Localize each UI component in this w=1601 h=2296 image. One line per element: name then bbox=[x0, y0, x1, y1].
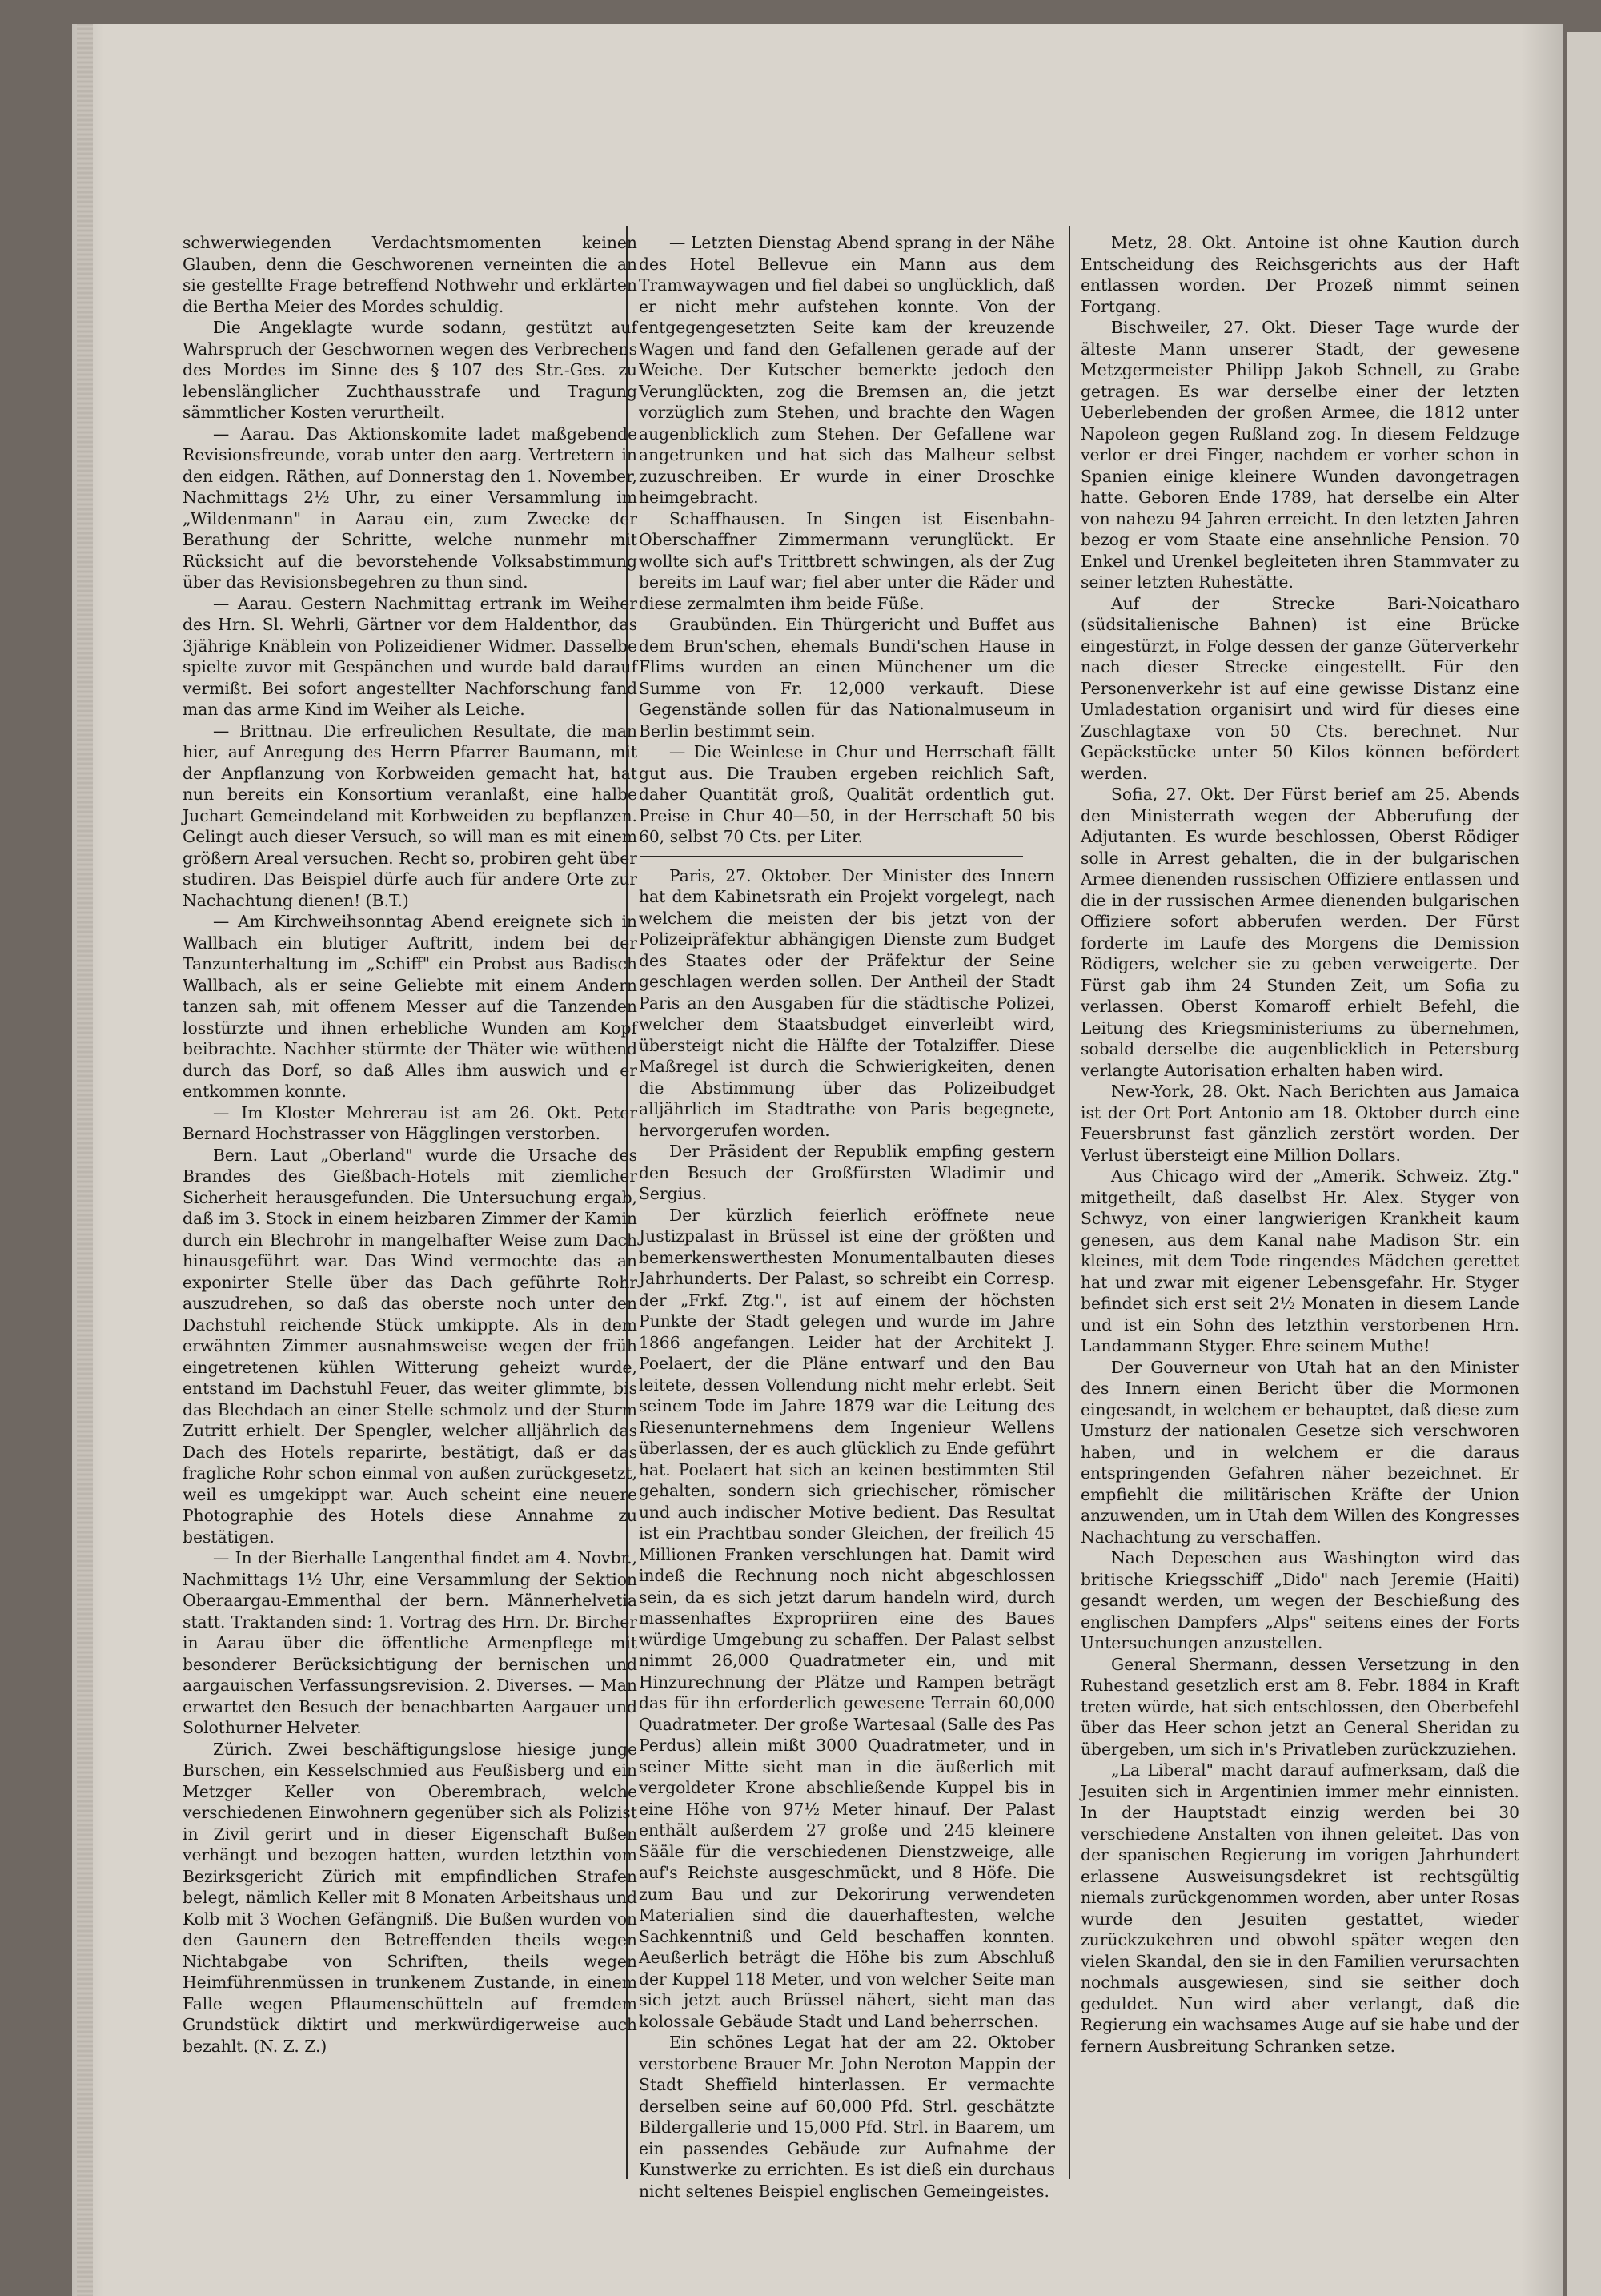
article-paragraph: — Am Kirchweihsonntag Abend ereignete sich in Wallbach ein blutiger Auftritt, indem bei der Tanzunterhaltung im „Schiff" ein Probst aus Badisch Wallbach, als er seine Geliebte mit einem Andern tanzen sah, mit offenem Messer auf die Tanzenden losstürzte und ihnen erhebliche Wunden am Kopf beibrachte. Nachher stürmte der Thäter wie wüthend durch das Dorf, so daß Alles ihm auswich und er entkommen konnte. bbox=[183, 912, 637, 1101]
article-paragraph: Die Angeklagte wurde sodann, gestützt auf Wahrspruch der Geschwornen wegen des Verbrechens des Mordes im Sinne des § 107 des Str.-Ges. zu lebenslänglicher Zuchthausstrafe und Tragung sämmtlicher Kosten verurtheilt. bbox=[183, 318, 637, 422]
article-paragraph: „La Liberal" macht darauf aufmerksam, daß die Jesuiten sich in Argentinien immer mehr einnisten. In der Hauptstadt einzig werden bei 30 verschiedene Anstalten von ihnen geleitet. Das von der spanischen Regierung im vorigen Jahrhundert erlassene Ausweisungsdekret ist rechtsgültig niemals zurückgenommen worden, aber unter Rosas wurde den Jesuiten gestattet, wieder zurückzukehren und obwohl später wegen den vielen Skandal, den sie in den Familien verursachten nochmals ausgewiesen, sind sie seither doch geduldet. Nun wird aber verlangt, daß die Regierung ein wachsames Auge auf sie habe und der fernern Ausbreitung Schranken setze. bbox=[1081, 1760, 1519, 2056]
article-paragraph: schwerwiegenden Verdachtsmomenten keinen Glauben, denn die Geschworenen verneinten die an sie gestellte Frage betreffend Nothwehr und erklärten die Bertha Meier des Mordes schuldig. bbox=[183, 233, 637, 316]
article-paragraph: Zürich. Zwei beschäftigungslose hiesige junge Burschen, ein Kesselschmied aus Feußisberg und ein Metzger Keller von Oberembrach, welche verschiedenen Einwohnern gegenüber sich als Polizist in Zivil gerirt und in dieser Eigenschaft Bußen verhängt und bezogen hatten, wurden letzthin vom Bezirksgericht Zürich mit empfindlichen Strafen belegt, nämlich Keller mit 8 Monaten Arbeitshaus und Kolb mit 3 Wochen Gefängniß. Die Bußen wurden von den Gaunern den Betreffenden theils wegen Nichtabgabe von Schriften, theils wegen Heimführenmüssen in trunkenem Zustande, in einem Falle wegen Pflaumenschütteln auf fremdem Grundstück diktirt und merkwürdigerweise auch bezahlt. (N. Z. Z.) bbox=[183, 1739, 637, 2056]
article-paragraph: Bern. Laut „Oberland" wurde die Ursache des Brandes des Gießbach-Hotels mit ziemlicher Sicherheit herausgefunden. Die Untersuchung ergab, daß im 3. Stock in einem heizbaren Zimmer der Kamin durch ein Blechrohr in mangelhafter Weise zum Dach hinausgeführt war. Das Wind vermochte das an exponirter Stelle über das Dach geführte Rohr auszudrehen, so daß das oberste noch unter den Dachstuhl reichende Stück umkippte. Als in dem erwähnten Zimmer ausnahmsweise wegen der früh eingetretenen kühlen Witterung geheizt wurde, entstand im Dachstuhl Feuer, das weiter glimmte, bis das Blechdach an einer Stelle schmolz und der Sturm Zutritt erhielt. Der Spengler, welcher alljährlich das Dach des Hotels reparirte, bestätigt, daß er das fragliche Rohr schon einmal von außen zurückgesetzt, weil es umgekippt war. Auch scheint eine neuere Photographie des Hotels diese Annahme zu bestätigen. bbox=[183, 1145, 637, 1547]
article-paragraph: Der Gouverneur von Utah hat an den Minister des Innern einen Bericht über die Mormonen eingesandt, in welchem er behauptet, daß diese zum Umsturz der nationalen Gesetze sich verschworen haben, und in welchem er die daraus entspringenden Gefahren näher bezeichnet. Er empfiehlt die militärischen Kräfte der Union anzuwenden, um in Utah dem Willen des Kongresses Nachachtung zu verschaffen. bbox=[1081, 1357, 1519, 1547]
article-paragraph: Der Präsident der Republik empfing gestern den Besuch der Großfürsten Wladimir und Sergius. bbox=[639, 1142, 1055, 1203]
column-1 bbox=[183, 232, 637, 2057]
column-rule bbox=[1069, 226, 1070, 2179]
section-separator bbox=[640, 856, 1023, 857]
article-paragraph: Ein schönes Legat hat der am 22. Oktober verstorbene Brauer Mr. John Neroton Mappin der Stadt Sheffield hinterlassen. Er vermachte derselben seine auf 60,000 Pfd. Strl. geschätzte Bildergallerie und 15,000 Pfd. Strl. in Baarem, um ein passendes Gebäude zur Aufnahme der Kunstwerke zu errichten. Es ist dieß ein durchaus nicht seltenes Beispiel englischen Gemeingeistes. bbox=[639, 2033, 1055, 2201]
article-paragraph: Paris, 27. Oktober. Der Minister des Innern hat dem Kabinetsrath ein Projekt vorgelegt, nach welchem die meisten der bis jetzt von der Polizeipräfektur abhängigen Dienste zum Budget des Staates oder der Präfektur der Seine geschlagen werden sollen. Der Antheil der Stadt Paris an den Ausgaben für die städtische Polizei, welcher dem Staatsbudget einverleibt wird, übersteigt nicht die Hälfte der Totalziffer. Diese Maßregel ist durch die Schwierigkeiten, denen die Abstimmung über das Polizeibudget alljährlich im Stadtrathe von Paris begegnete, hervorgerufen worden. bbox=[639, 865, 1055, 1140]
article-paragraph: Schaffhausen. In Singen ist Eisenbahn-Oberschaffner Zimmermann verunglückt. Er wollte sich auf's Trittbrett schwingen, als der Zug bereits im Lauf war; fiel aber unter die Räder und diese zermalmten ihm beide Füße. bbox=[639, 508, 1055, 613]
article-paragraph: — Letzten Dienstag Abend sprang in der Nähe des Hotel Bellevue ein Mann aus dem Tramwaywagen und fiel dabei so unglücklich, daß er nicht mehr aufstehen konnte. Von der entgegengesetzten Seite kam der kreuzende Wagen und fand den Gefallenen gerade auf der Weiche. Der Kutscher bemerkte jedoch den Verunglückten, zog die Bremsen an, die jetzt vorzüglich zum Stehen, und brachte den Wagen augenblicklich zum Stehen. Der Gefallene war angetrunken und hat sich das Malheur selbst zuzuschreiben. Er wurde in einer Droschke heimgebracht. bbox=[639, 233, 1055, 507]
article-paragraph: — Im Kloster Mehrerau ist am 26. Okt. Peter Bernard Hochstrasser von Hägglingen verstorben. bbox=[183, 1102, 637, 1143]
article-paragraph: Der kürzlich feierlich eröffnete neue Justizpalast in Brüssel ist eine der größten und bemerkenswerthesten Monumentalbauten dieses Jahrhunderts. Der Palast, so schreibt ein Corresp. der „Frkf. Ztg.", ist auf einem der höchsten Punkte der Stadt gelegen und wurde im Jahre 1866 angefangen. Leider hat der Architekt J. Poelaert, der die Pläne entwarf und den Bau leitete, dessen Vollendung nicht mehr erlebt. Seit seinem Tode im Jahre 1879 war die Leitung des Riesenunternehmens dem Ingenieur Wellens überlassen, der es auch glücklich zu Ende geführt hat. Poelaert hat sich an keinen bestimmten Stil gehalten, sondern sich griechischer, römischer und auch indischer Motive bedient. Das Resultat ist ein Prachtbau sonder Gleichen, der freilich 45 Millionen Franken verschlungen hat. Damit wird indeß die Rechnung noch nicht abgeschlossen sein, da es sich jetzt darum handeln wird, durch massenhaftes Expropriiren eine des Baues würdige Umgebung zu schaffen. Der Palast selbst nimmt 26,000 Quadratmeter ein, und mit Hinzurechnung der Plätze und Rampen beträgt das für ihn erforderlich gewesene Terrain 60,000 Quadratmeter. Der große Wartesaal (Salle des Pas Perdus) allein mißt 3000 Quadratmeter, und in seiner Mitte sieht man in die äußerlich mit vergoldeter Krone abschließende Kuppel bis in eine Höhe von 97½ Meter hinauf. Der Palast enthält außerdem 27 große und 245 kleinere Sääle für die verschiedenen Dienstzweige, alle auf's Reichste ausgeschmückt, und 8 Höfe. Die zum Bau und zur Dekorirung verwendeten Materialien sind die dauerhaftesten, welche Sachkenntniß und Geld beschaffen konnten. Aeußerlich beträgt die Höhe bis zum Abschluß der Kuppel 118 Meter, und von welcher Seite man sich jetzt auch Brüssel nähert, sieht man das kolossale Gebäude Stadt und Land beherrschen. bbox=[639, 1205, 1055, 2031]
page-stack-edge bbox=[77, 24, 93, 2296]
article-paragraph: — In der Bierhalle Langenthal findet am 4. Novbr., Nachmittags 1½ Uhr, eine Versammlung der Sektion Oberaargau-Emmenthal der bern. Männerhelvetia statt. Traktanden sind: 1. Vortrag des Hrn. Dr. Bircher in Aarau über die öffentliche Armenpflege mit besonderer Berücksichtigung der bernischen und aargauischen Verfassungsrevision. 2. Diverses. — Man erwartet den Besuch der benachbarten Aargauer und Solothurner Helveter. bbox=[183, 1548, 637, 1737]
article-paragraph: Sofia, 27. Okt. Der Fürst berief am 25. Abends den Ministerrath wegen der Abberufung der Adjutanten. Es wurde beschlossen, Oberst Rödiger solle in Arrest gehalten, die in der bulgarischen Armee dienenden russischen Offiziere entlassen und die in der russischen Armee dienenden bulgarischen Offiziere sofort abberufen werden. Der Fürst forderte im Laufe des Morgens die Demission Rödigers, welcher sie zu geben verweigerte. Der Fürst gab ihm 24 Stunden Zeit, um Sofia zu verlassen. Oberst Komaroff erhielt Befehl, die Leitung des Kriegsministeriums zu übernehmen, sobald derselbe die augenblicklich in Petersburg verlangte Autorisation erhalten haben wird. bbox=[1081, 785, 1519, 1080]
article-paragraph: — Aarau. Das Aktionskomite ladet maßgebende Revisionsfreunde, vorab unter den aarg. Vertretern in den eidgen. Räthen, auf Donnerstag den 1. November, Nachmittags 2½ Uhr, zu einer Versammlung im „Wildenmann" in Aarau ein, zum Zwecke der Berathung der Schritte, welche nunmehr mit Rücksicht auf die bevorstehende Volksabstimmung über das Revisionsbegehren zu thun sind. bbox=[183, 423, 637, 592]
article-paragraph: Bischweiler, 27. Okt. Dieser Tage wurde der älteste Mann unserer Stadt, der gewesene Metzgermeister Philipp Jakob Schnell, zu Grabe getragen. Es war derselbe einer der letzten Ueberlebenden der großen Armee, die 1812 unter Napoleon gegen Rußland zog. In diesem Feldzuge verlor er drei Finger, nachdem er vorher schon in Spanien einige kleinere Wunden davongetragen hatte. Geboren Ende 1789, hat derselbe ein Alter von nahezu 94 Jahren erreicht. In den letzten Jahren bezog er vom Staate eine ansehnliche Pension. 70 Enkel und Urenkel begleiteten ihren Stammvater zu seiner letzten Ruhestätte. bbox=[1081, 318, 1519, 592]
article-paragraph: Nach Depeschen aus Washington wird das britische Kriegsschiff „Dido" nach Jeremie (Haiti) gesandt werden, um wegen der Beschießung des englischen Dampfers „Alps" seitens eines der Forts Untersuchungen anzustellen. bbox=[1081, 1548, 1519, 1652]
article-paragraph: Aus Chicago wird der „Amerik. Schweiz. Ztg." mitgetheilt, daß daselbst Hr. Alex. Styger von Schwyz, von einer langwierigen Krankheit kaum genesen, aus dem Kanal nahe Madison Str. ein kleines, mit dem Tode ringendes Mädchen gerettet hat und zwar mit eigener Lebensgefahr. Hr. Styger befindet sich erst seit 2½ Monaten in diesem Lande und ist ein Sohn des letzthin verstorbenen Hrn. Landammann Styger. Ehre seinem Muthe! bbox=[1081, 1166, 1519, 1355]
article-paragraph: Auf der Strecke Bari-Noicatharo (südsitalienische Bahnen) ist eine Brücke eingestürzt, in Folge dessen der ganze Güterverkehr nach dieser Strecke eingestellt. Für den Personenverkehr ist auf eine gewisse Distanz eine Umladestation organisirt und wird für dieses eine Zuschlagtaxe von 50 Cts. berechnet. Nur Gepäckstücke unter 50 Kilos können befördert werden. bbox=[1081, 593, 1519, 783]
article-paragraph: New-York, 28. Okt. Nach Berichten aus Jamaica ist der Ort Port Antonio am 18. Oktober durch eine Feuersbrunst fast gänzlich zerstört worden. Der Verlust übersteigt eine Million Dollars. bbox=[1081, 1082, 1519, 1165]
article-paragraph: — Brittnau. Die erfreulichen Resultate, die man hier, auf Anregung des Herrn Pfarrer Baumann, mit der Anpflanzung von Korbweiden gemacht hat, hat nun bereits ein Konsortium veranlaßt, eine halbe Juchart Gemeindeland mit Korbweiden zu bepflanzen. Gelingt auch dieser Versuch, so will man es mit einem größern Areal versuchen. Recht so, probiren geht über studiren. Das Beispiel dürfe auch für andere Orte zur Nachachtung dienen! (B.T.) bbox=[183, 721, 637, 910]
column-2 bbox=[639, 232, 1055, 2202]
article-paragraph: Metz, 28. Okt. Antoine ist ohne Kaution durch Entscheidung des Reichsgerichts aus der Haft entlassen worden. Der Prozeß nimmt seinen Fortgang. bbox=[1081, 233, 1519, 316]
article-paragraph: — Die Weinlese in Chur und Herrschaft fällt gut aus. Die Trauben ergeben reichlich Saft, daher Quantität groß, Qualität ordentlich gut. Preise in Chur 40—50, in der Herrschaft 50 bis 60, selbst 70 Cts. per Liter. bbox=[639, 742, 1055, 846]
adjacent-page-edge bbox=[1567, 32, 1601, 2296]
article-paragraph: General Shermann, dessen Versetzung in den Ruhestand gesetzlich erst am 8. Febr. 1884 in Kraft treten würde, hat sich entschlossen, den Oberbefehl über das Heer schon jetzt an General Sheridan zu übergeben, um sich in's Privatleben zurückzuziehen. bbox=[1081, 1654, 1519, 1759]
article-paragraph: Graubünden. Ein Thürgericht und Buffet aus dem Brun'schen, ehemals Bundi'schen Hause in Flims wurden an einen Münchener um die Summe von Fr. 12,000 verkauft. Diese Gegenstände sollen für das Nationalmuseum in Berlin bestimmt sein. bbox=[639, 615, 1055, 741]
article-paragraph: — Aarau. Gestern Nachmittag ertrank im Weiher des Hrn. Sl. Wehrli, Gärtner vor dem Haldenthor, das 3jährige Knäblein von Polizeidiener Widmer. Dasselbe spielte zuvor mit Gespänchen und wurde bald darauf vermißt. Bei sofort angestellter Nachforschung fand man das arme Kind im Weiher als Leiche. bbox=[183, 593, 637, 719]
column-3 bbox=[1081, 232, 1519, 2057]
